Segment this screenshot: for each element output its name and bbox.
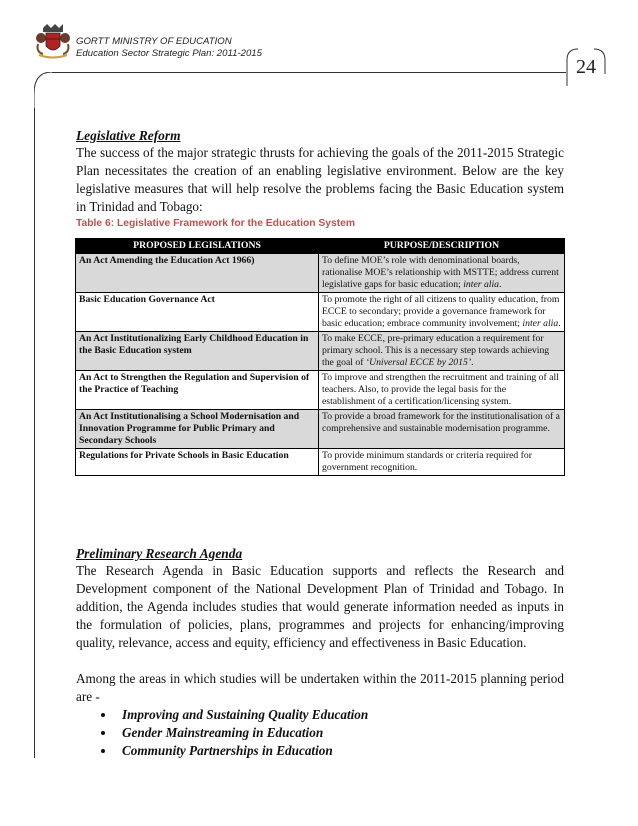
frame-line-horizontal <box>52 72 566 73</box>
table-caption: Table 6: Legislative Framework for the Education System <box>76 218 356 229</box>
table-row <box>76 410 565 449</box>
table-row <box>76 293 565 332</box>
legislation-name: Regulations for Private Schools in Basic Education <box>76 449 319 476</box>
legislation-purpose: To improve and strengthen the recruitment and training of all teachers. Also, to provide the legal basis for the establishment of a certification/licensing system. <box>319 371 565 410</box>
legislation-purpose: To define MOE’s role with denominational boards, rationalise MOE’s relationship with MSTTE; address current legislative gaps for basic education; inter alia. <box>319 254 565 293</box>
research-agenda-heading: Preliminary Research Agenda <box>76 546 243 561</box>
list-item: • Improving and Sustaining Quality Education <box>116 706 564 724</box>
legislation-purpose: To promote the right of all citizens to quality education, from ECCE to secondary; provide a governance framework for basic education; embrace community involvement; inter alia. <box>319 293 565 332</box>
legislative-reform-heading: Legislative Reform <box>76 128 181 143</box>
legislation-purpose: To provide a broad framework for the institutionalisation of a comprehensive and sustainable modernisation programme. <box>319 410 565 449</box>
list-item: • Gender Mainstreaming in Education <box>116 724 564 742</box>
table-row <box>76 449 565 476</box>
legislation-purpose: To provide minimum standards or criteria required for government recognition. <box>319 449 565 476</box>
table-row <box>76 332 565 371</box>
column-header-purpose: PURPOSE/DESCRIPTION <box>319 239 565 254</box>
frame-corner-curve <box>34 72 54 110</box>
table-row <box>76 371 565 410</box>
legislation-name: An Act to Strengthen the Regulation and Supervision of the Practice of Teaching <box>76 371 319 410</box>
frame-line-vertical <box>34 108 35 758</box>
page-number: 24 <box>576 56 596 78</box>
column-header-legislations: PROPOSED LEGISLATIONS <box>76 239 319 254</box>
legislation-name: An Act Institutionalizing Early Childhood Education in the Basic Education system <box>76 332 319 371</box>
legislation-purpose: To make ECCE, pre-primary education a requirement for primary school. This is a necessary step towards achieving the goal of ‘Universal ECCE by 2015’. <box>319 332 565 371</box>
research-paragraph: The Research Agenda in Basic Education supports and reflects the Research and Development component of the National Development Plan of Trinidad and Tobago. In addition, the Agenda includes studies that would generate information needed as inputs in the formulation of policies, plans, programmes and projects for enhancing/improving quality, relevance, access and equity, efficiency and effectiveness in Basic Education. <box>76 563 564 650</box>
table-row <box>76 254 565 293</box>
legislation-name: An Act Amending the Education Act 1966) <box>76 254 319 293</box>
legislative-table-wrapper <box>75 238 565 476</box>
table-header-row <box>76 239 565 254</box>
legislative-paragraph: The success of the major strategic thrusts for achieving the goals of the 2011-2015 Strategic Plan necessitates the creation of an enabling legislative environment. Below are the key legislative measures that will help resolve the problems facing the Basic Education system in Trinidad and Tobago: <box>76 145 564 214</box>
research-areas-list <box>76 706 564 760</box>
list-item: • Community Partnerships in Education <box>116 742 564 760</box>
legislative-table <box>75 238 565 476</box>
legislation-name: An Act Institutionalising a School Modernisation and Innovation Programme for Public Primary and Secondary Schools <box>76 410 319 449</box>
coat-of-arms-icon <box>33 24 73 60</box>
legislation-name: Basic Education Governance Act <box>76 293 319 332</box>
plan-subtitle: Education Sector Strategic Plan: 2011-2015 <box>76 48 262 59</box>
running-header <box>76 36 262 60</box>
ministry-name: GORTT MINISTRY OF EDUCATION <box>76 36 232 47</box>
areas-intro: Among the areas in which studies will be undertaken within the 2011-2015 planning period are - <box>76 671 564 704</box>
